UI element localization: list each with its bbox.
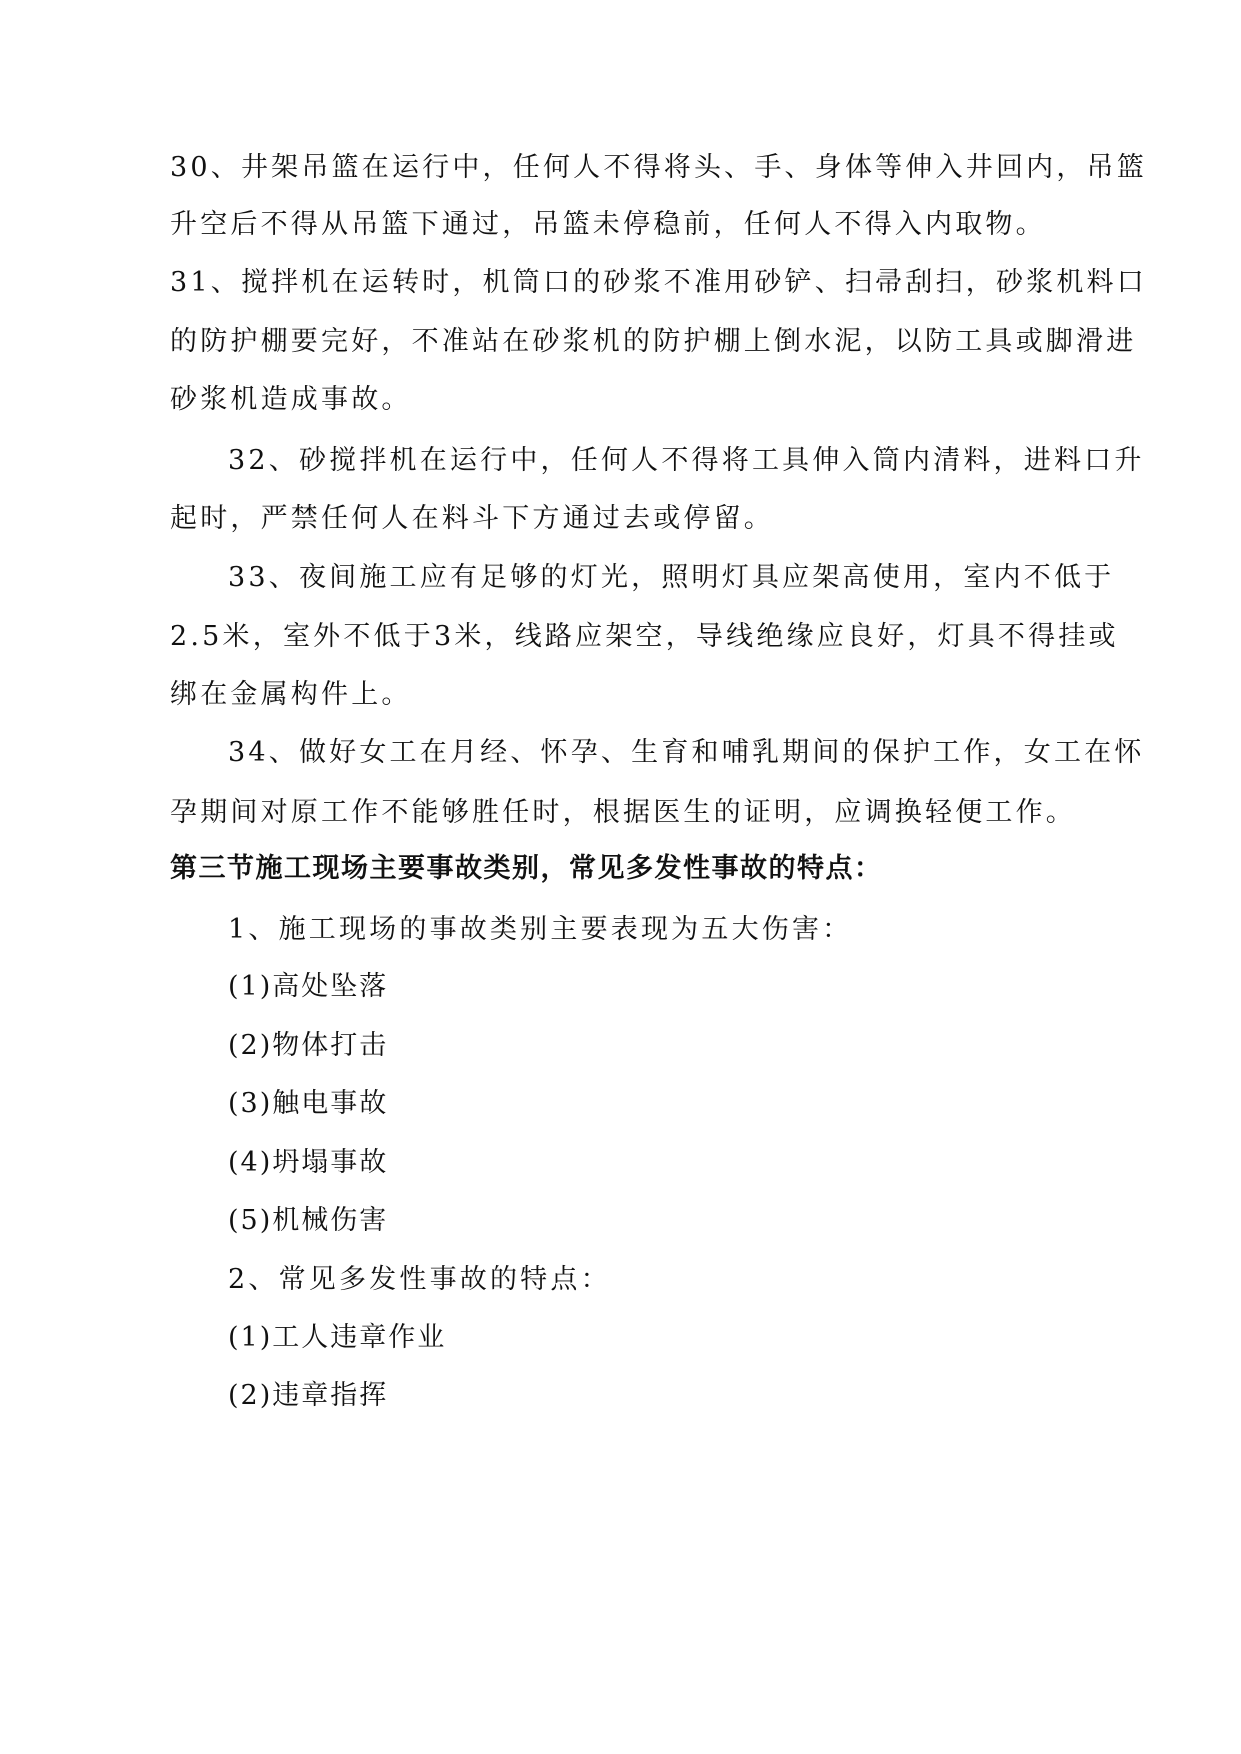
paragraph-31-line-1: 31、搅拌机在运转时，机筒口的砂浆不准用砂铲、扫帚刮扫，砂浆机料口 — [170, 267, 1147, 298]
list-item: (3)触电事故 — [228, 1088, 389, 1119]
paragraph-33-line-2: 2.5米，室外不低于3米，线路应架空，导线绝缘应良好，灯具不得挂或 — [170, 621, 1119, 652]
list-item: (4)坍塌事故 — [228, 1147, 389, 1178]
paragraph-31-line-3: 砂浆机造成事故。 — [170, 384, 412, 415]
list-heading-2: 2、常见多发性事故的特点： — [228, 1264, 611, 1295]
list-heading-1: 1、施工现场的事故类别主要表现为五大伤害： — [228, 914, 853, 945]
paragraph-33-line-1: 33、夜间施工应有足够的灯光，照明灯具应架高使用，室内不低于 — [228, 562, 1115, 593]
paragraph-32-line-1: 32、砂搅拌机在运行中，任何人不得将工具伸入筒内清料，进料口升 — [228, 445, 1145, 476]
list-item: (1)高处坠落 — [228, 971, 389, 1002]
list-item: (1)工人违章作业 — [228, 1322, 447, 1353]
list-item: (2)物体打击 — [228, 1030, 389, 1061]
paragraph-34-line-2: 孕期间对原工作不能够胜任时，根据医生的证明，应调换轻便工作。 — [170, 797, 1076, 828]
paragraph-30-line-1: 30、井架吊篮在运行中，任何人不得将头、手、身体等伸入井回内，吊篮 — [170, 152, 1147, 183]
paragraph-30-line-2: 升空后不得从吊篮下通过，吊篮未停稳前，任何人不得入内取物。 — [170, 209, 1046, 240]
section-heading: 第三节施工现场主要事故类别，常见多发性事故的特点： — [170, 853, 883, 884]
paragraph-32-line-2: 起时，严禁任何人在料斗下方通过去或停留。 — [170, 503, 774, 534]
paragraph-33-line-3: 绑在金属构件上。 — [170, 679, 412, 710]
paragraph-34-line-1: 34、做好女工在月经、怀孕、生育和哺乳期间的保护工作，女工在怀 — [228, 737, 1145, 768]
list-item: (5)机械伤害 — [228, 1205, 389, 1236]
list-item: (2)违章指挥 — [228, 1380, 389, 1411]
paragraph-31-line-2: 的防护棚要完好，不准站在砂浆机的防护棚上倒水泥，以防工具或脚滑进 — [170, 326, 1137, 357]
